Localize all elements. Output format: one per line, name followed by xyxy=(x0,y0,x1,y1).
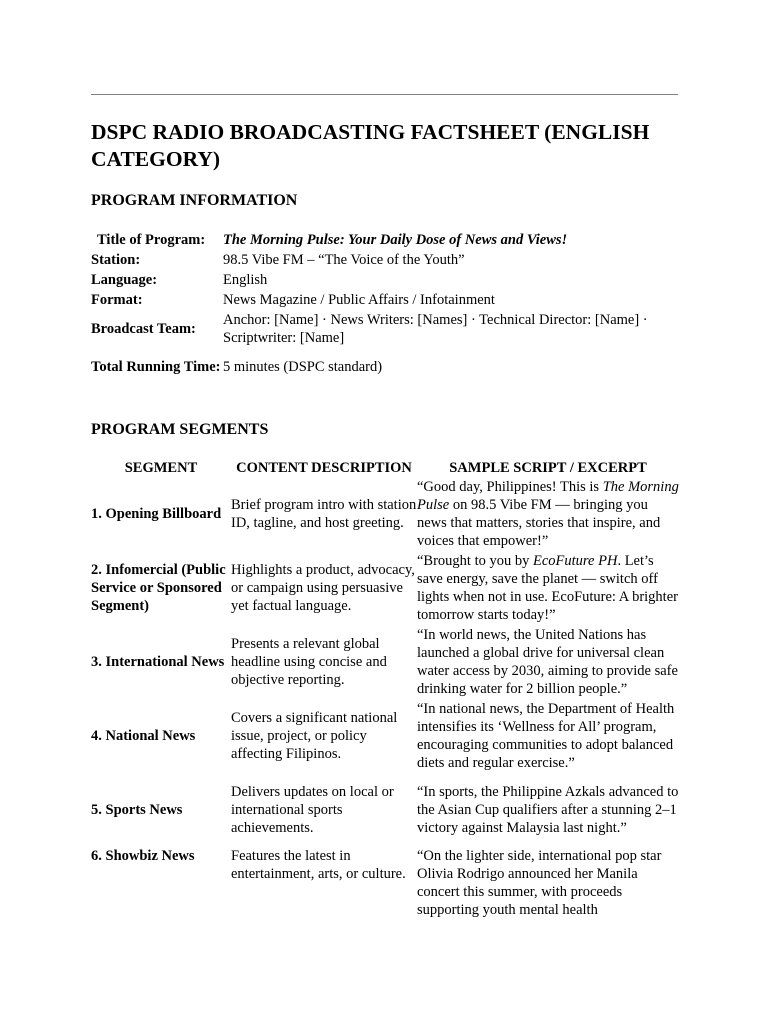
info-value: News Magazine / Public Affairs / Infotainment xyxy=(223,292,495,308)
info-label: Total Running Time: xyxy=(91,359,221,375)
script-text: “In national news, the Department of Health intensifies its ‘Wellness for All’ program, encouraging communities to adopt balanced diets and regular exercise.” xyxy=(417,701,675,771)
program-segments-heading: PROGRAM SEGMENTS xyxy=(91,421,269,438)
segment-script xyxy=(417,551,679,625)
info-value: 5 minutes (DSPC standard) xyxy=(223,359,383,375)
segment-description: Delivers updates on local or international sports achievements. xyxy=(231,784,394,836)
script-text: “On the lighter side, international pop star Olivia Rodrigo announced her Manila concert this summer, with proceeds supporting youth mental health xyxy=(417,848,662,918)
top-rule xyxy=(91,94,678,95)
segment-description: Covers a significant national issue, project, or policy affecting Filipinos. xyxy=(231,710,398,762)
info-row-running-time xyxy=(91,347,685,387)
segment-row xyxy=(91,699,679,773)
info-value: The Morning Pulse: Your Daily Dose of News and Views! xyxy=(223,232,568,248)
segment-script xyxy=(417,477,679,551)
program-segments-table xyxy=(91,458,679,921)
info-value: 98.5 Vibe FM – “The Voice of the Youth” xyxy=(223,252,465,268)
info-label: Format: xyxy=(91,292,143,308)
segment-name: 2. Infomercial (Public Service or Sponsored Segment) xyxy=(91,562,226,614)
info-row-format xyxy=(91,290,685,310)
script-text: . Let’s save energy, save the planet — switch off lights when not in use. EcoFuture: A brighter tomorrow starts today!” xyxy=(417,553,678,623)
script-text: “Brought to you by xyxy=(417,553,533,569)
column-header-description: CONTENT DESCRIPTION xyxy=(236,459,412,476)
segment-name: 1. Opening Billboard xyxy=(91,506,222,522)
segment-row xyxy=(91,625,679,699)
info-row-language xyxy=(91,270,685,290)
column-header-segment: SEGMENT xyxy=(124,459,198,476)
script-text: “In world news, the United Nations has launched a global drive for universal clean water access by 2030, aiming to provide safe drinking water for 2 billion people.” xyxy=(417,627,678,697)
segment-description: Highlights a product, advocacy, or campaign using persuasive yet factual language. xyxy=(231,562,415,614)
column-header-script: SAMPLE SCRIPT / EXCERPT xyxy=(449,459,647,476)
info-row-title xyxy=(91,230,685,250)
segment-name: 5. Sports News xyxy=(91,802,183,818)
program-info-table xyxy=(91,230,685,387)
segment-name: 6. Showbiz News xyxy=(91,848,195,864)
document-title: DSPC RADIO BROADCASTING FACTSHEET (ENGLISH CATEGORY) xyxy=(91,120,650,171)
segment-row xyxy=(91,847,679,921)
script-text: on 98.5 Vibe FM — bringing you news that matters, stories that inspire, and voices that empower!” xyxy=(417,497,661,549)
segment-name: 4. National News xyxy=(91,728,196,744)
segment-script xyxy=(417,773,679,847)
segment-description: Presents a relevant global headline using concise and objective reporting. xyxy=(231,636,387,688)
segments-header-row xyxy=(91,458,679,477)
segment-row xyxy=(91,477,679,551)
segment-row xyxy=(91,551,679,625)
script-text: “In sports, the Philippine Azkals advanced to the Asian Cup qualifiers after a stunning 2–1 victory against Malaysia last night.” xyxy=(417,784,679,836)
segment-script xyxy=(417,847,679,921)
segment-description: Features the latest in entertainment, arts, or culture. xyxy=(231,848,406,882)
script-italic-text: The Morning Pulse xyxy=(417,479,679,513)
segment-name: 3. International News xyxy=(91,654,225,670)
segment-description: Brief program intro with station ID, tagline, and host greeting. xyxy=(231,497,417,531)
segment-script xyxy=(417,699,679,773)
info-value: Anchor: [Name] · News Writers: [Names] · Technical Director: [Name] · Scriptwriter: [Name] xyxy=(223,311,648,346)
info-label: Title of Program: xyxy=(97,232,206,248)
info-row-station xyxy=(91,250,685,270)
info-row-broadcast-team xyxy=(91,310,685,347)
info-label: Station: xyxy=(91,252,141,268)
info-value: English xyxy=(223,272,268,288)
program-info-heading: PROGRAM INFORMATION xyxy=(91,192,298,209)
segment-row xyxy=(91,773,679,847)
script-text: “Good day, Philippines! This is xyxy=(417,479,603,495)
segment-script xyxy=(417,625,679,699)
script-italic-text: EcoFuture PH xyxy=(533,553,618,569)
info-label: Language: xyxy=(91,272,158,288)
info-label: Broadcast Team: xyxy=(91,320,196,337)
